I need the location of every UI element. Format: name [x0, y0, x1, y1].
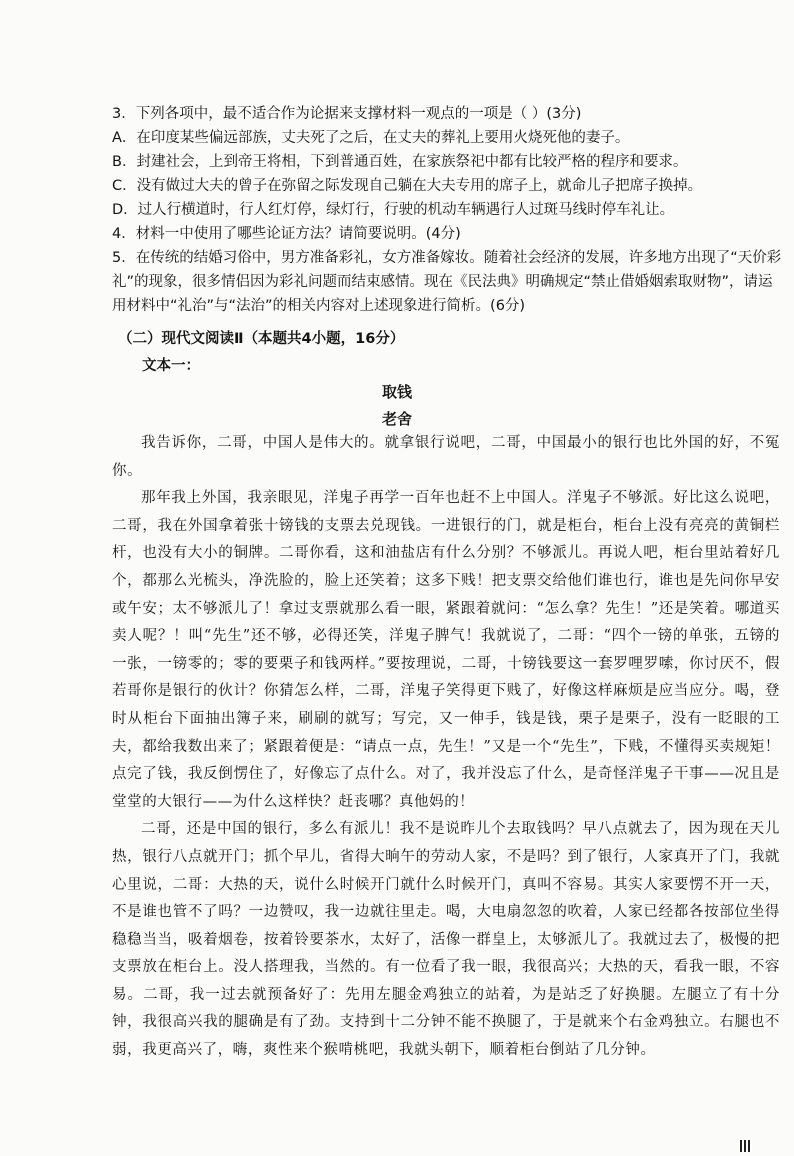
article-author: 老舍	[381, 410, 412, 428]
article-paragraph: 二哥，还是中国的银行，多么有派儿！我不是说昨儿个去取钱吗？早八点就去了，因为现在天儿热，银行八点就开门；抓个早儿，省得大晌午的劳动人家，不是吗？到了银行，人家真开了门，我就心里说，二哥：大热的天，说什么时候开门就什么时候开门，真叫不容易。其实人家要愣不开一天，不是谁也管不了吗？一边赞叹，我一边就往里走。喝，大电扇忽忽的吹着，人家已经都各按部位坐得稳稳当当，吸着烟卷，按着铃要茶水，太好了，活像一群皇上，太够派儿了。我就过去了，极慢的把支票放在柜台上。没人搭理我，当然的。有一位看了我一眼，我很高兴；大热的天，看我一眼，不容易。二哥，我一过去就预备好了：先用左腿金鸡独立的站着，为是站乏了好换腿。左腿立了有十分钟，我很高兴我的腿确是有了劲。支持到十二分钟不能不换腿了，于是就来个右金鸡独立。右腿也不弱，我更高兴了，嗨，爽性来个猴啃桃吧，我就头朝下，顺着柜台倒站了几分钟。	[112, 821, 780, 1059]
question-3: 3．下列各项中，最不适合作为论据来支撑材料一观点的一项是（ ）(3分)	[112, 106, 582, 122]
text-label: 文本一：	[142, 358, 200, 374]
option-a: A．在印度某些偏远部族，丈夫死了之后，在丈夫的葬礼上要用火烧死他的妻子。	[112, 130, 630, 146]
question-4: 4．材料一中使用了哪些论证方法？请简要说明。(4分)	[112, 226, 461, 242]
qr-code-icon	[740, 1140, 752, 1152]
question-block	[112, 102, 782, 318]
section-heading: （二）现代文阅读Ⅱ（本题共4小题，16分）	[118, 331, 405, 347]
article-body	[112, 430, 780, 1065]
article-paragraph: 那年我上外国，我亲眼见，洋鬼子再学一百年也赶不上中国人。洋鬼子不够派。好比这么说吧，二哥，我在外国拿着张十镑钱的支票去兑现钱。一进银行的门，就是柜台，柜台上没有亮亮的黄铜栏杆，也没有大小的铜牌。二哥你看，这和油盐店有什么分别？不够派儿。再说人吧，柜台里站着好几个，都那么光梳头，净洗脸的，脸上还笑着；这多下贱！把支票交给他们谁也行，谁也是先问你早安或午安；太不够派儿了！拿过支票就那么看一眼，紧跟着就问：“怎么拿？先生！”还是笑着。哪道买卖人呢？！叫“先生”还不够，必得还笑，洋鬼子脾气！我就说了，二哥：“四个一镑的单张，五镑的一张，一镑零的；零的要栗子和钱两样。”要按理说，二哥，十镑钱要这一套罗哩罗嗦，你讨厌不，假若哥你是银行的伙计？你猜怎么样，二哥，洋鬼子笑得更下贱了，好像这样麻烦是应当应分。喝，登时从柜台下面抽出簿子来，刷刷的就写；写完，又一伸手，钱是钱，栗子是栗子，没有一眨眼的工夫，都给我数出来了；紧跟着便是：“请点一点，先生！”又是一个“先生”，下贱，不懂得买卖规矩！点完了钱，我反倒愣住了，好像忘了点什么。对了，我并没忘了什么，是奇怪洋鬼子干事——况且是堂堂的大银行——为什么这样快？赶丧哪？真他妈的！	[112, 490, 780, 810]
article-title: 取钱	[381, 383, 412, 401]
option-c: C．没有做过大夫的曾子在弥留之际发现自己躺在大夫专用的席子上，就命儿子把席子换掉。	[112, 178, 703, 194]
option-d: D．过人行横道时，行人红灯停，绿灯行，行驶的机动车辆遇行人过斑马线时停车礼让。	[112, 202, 675, 218]
article-paragraph: 我告诉你，二哥，中国人是伟大的。就拿银行说吧，二哥，中国最小的银行也比外国的好，不冤你。	[112, 435, 780, 479]
question-5: 5．在传统的结婚习俗中，男方准备彩礼，女方准备嫁妆。随着社会经济的发展，许多地方出现了“天价彩礼”的现象，很多情侣因为彩礼问题而结束感情。现在《民法典》明确规定“禁止借婚姻索取财物”，请运用材料中“礼治”与“法治”的相关内容对上述现象进行简析。(6分)	[112, 250, 782, 314]
option-b: B．封建社会，上到帝王将相，下到普通百姓，在家族祭祀中都有比较严格的程序和要求。	[112, 154, 688, 170]
